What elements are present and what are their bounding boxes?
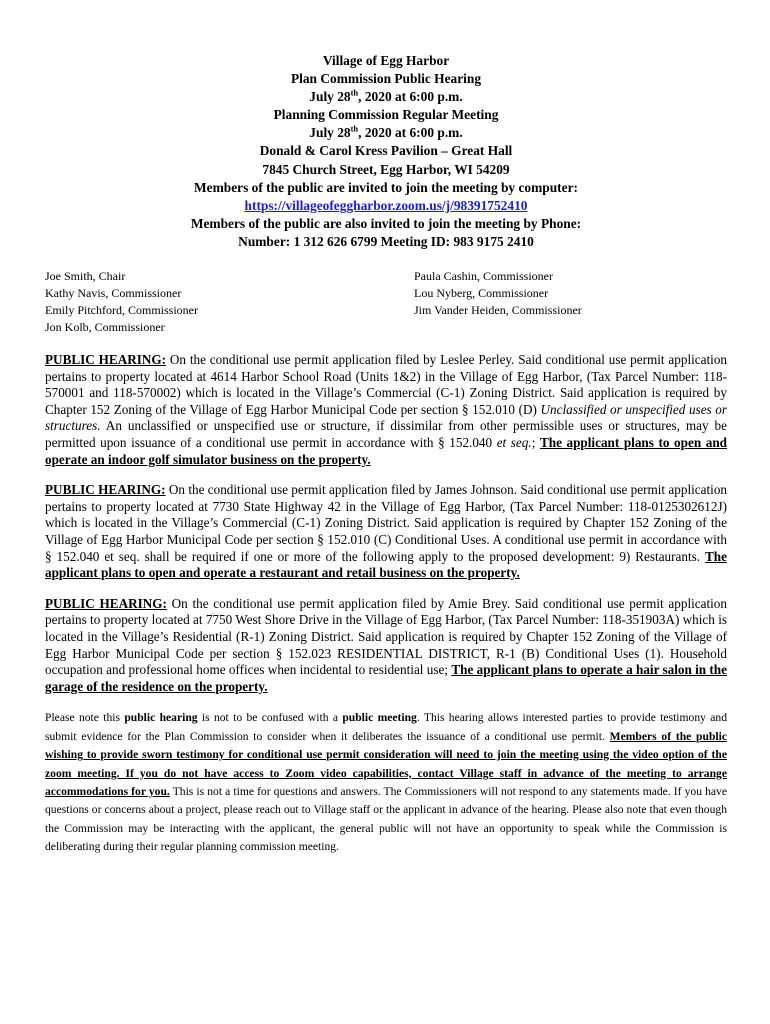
member-name: Jon Kolb, Commissioner <box>45 320 165 335</box>
hearing-text: On the conditional use permit application filed by Amie Brey. Said conditional use permit application pertains to property located at 7750 West Shore Drive in the Village of Egg Harbor, (Tax Parcel Number: 118-351903A) which is located in the Village’s Residential (R-1) Zoning District. Said application is required by Chapter 152 Zoning of the Village of Egg Harbor Municipal Code per section § 152.023 RESIDENTIAL DISTRICT, R-1 (B) Conditional Uses (1). Household occupation and professional home offices when incidental to residential use; <box>45 595 727 678</box>
hearing-date-day: July 28 <box>309 89 351 105</box>
member-name: Lou Nyberg, Commissioner <box>414 286 549 301</box>
phone-invite: Members of the public are also invited to join the meeting by Phone: <box>190 215 582 231</box>
hearing-date-time: , 2020 at 6:00 p.m. <box>358 89 463 105</box>
member-name: Jim Vander Heiden, Commissioner <box>414 303 582 318</box>
public-hearing-johnson <box>45 482 727 582</box>
zoom-link[interactable]: https://villageofeggharbor.zoom.us/j/98391752410 <box>244 197 528 213</box>
notice-bold-term: public hearing <box>124 711 198 725</box>
document-page <box>45 52 727 857</box>
notice-text: . This hearing allows interested parties to provide testimony and submit evidence for the Plan Commission to consider when it deliberates the issuance of a conditional use permit. <box>45 711 728 743</box>
notice-text: is not to be confused with a <box>197 711 343 725</box>
testimony-instruction: Members of the public wishing to provide sworn testimony for conditional use permit consideration will need to join the meeting using the video option of the zoom meeting. If you do not have access to Zoom video capabilities, contact Village staff in advance of the meeting to arrange accommodations for you. <box>45 729 727 798</box>
address: 7845 Church Street, Egg Harbor, WI 54209 <box>262 161 510 177</box>
applicant-statement: The applicant plans to operate a hair salon in the garage of the residence on the property. <box>45 662 727 694</box>
meeting-title: Planning Commission Regular Meeting <box>273 107 499 123</box>
commission-members <box>45 268 727 335</box>
members-right-column <box>414 268 582 319</box>
notice-text: This is not a time for questions and answers. The Commissioners will not respond to any statements made. If you have questions or concerns about a project, please reach out to Village staff or the applicant in advance of the hearing. Please also note that even though the Commission may be interacting with the applicant, the general public will not have an opportunity to speak while the Commission is deliberating during their regular planning commission meeting. <box>45 784 727 854</box>
members-left-column <box>45 268 198 336</box>
hearing-label: PUBLIC HEARING: <box>45 352 167 368</box>
hearing-text: An unclassified or unspecified use or structure, if dissimilar from other permissible uses or structures, may be permitted upon issuance of a conditional use permit in accordance with § 152.040 <box>45 418 727 450</box>
hearing-date-suffix: th <box>350 87 359 98</box>
meeting-header <box>45 52 727 251</box>
meeting-date-suffix: th <box>350 123 359 134</box>
public-hearing-perley <box>45 352 727 468</box>
applicant-statement: The applicant plans to open and operate a restaurant and retail business on the property. <box>45 548 727 581</box>
hearing-text: ; <box>531 435 540 450</box>
village-name: Village of Egg Harbor <box>322 53 450 68</box>
public-hearing-brey <box>45 596 727 696</box>
member-name: Joe Smith, Chair <box>45 269 126 284</box>
meeting-date-day: July 28 <box>309 125 351 141</box>
applicant-statement: The applicant plans to open and operate an indoor golf simulator business on the property. <box>45 435 727 467</box>
member-name: Paula Cashin, Commissioner <box>414 269 553 284</box>
notice-text: Please note this <box>45 711 125 725</box>
hearing-italic-text: Unclassified or unspecified uses or structures. <box>45 401 727 434</box>
notice-bold-term: public meeting <box>342 711 417 725</box>
hearing-title: Plan Commission Public Hearing <box>290 71 482 87</box>
hearing-text: On the conditional use permit application filed by Leslee Perley. Said conditional use permit application pertains to property located at 4614 Harbor School Road (Units 1&2) in the Village of Egg Harbor, (Tax Parcel Number: 118-570001 and 118-570002) which is located in the Village’s Commercial (C-1) Zoning District. Said application is required by Chapter 152 Zoning of the Village of Egg Harbor Municipal Code per section § 152.010 (D) <box>45 352 728 417</box>
hearing-date <box>45 88 727 106</box>
hearing-text: On the conditional use permit application filed by James Johnson. Said conditional use permit application pertains to property located at 7730 State Highway 42 in the Village of Egg Harbor, (Tax Parcel Number: 118-0125302612J) which is located in the Village’s Commercial (C-1) Zoning District. Said application is required by Chapter 152 Zoning of the Village of Egg Harbor Municipal Code per section § 152.010 (C) Conditional Uses. A conditional use permit in accordance with § 152.040 et seq. shall be required if one or more of the following apply to the proposed development: 9) Restaurants. <box>45 482 728 564</box>
member-name: Kathy Navis, Commissioner <box>45 286 182 301</box>
meeting-date <box>45 124 727 142</box>
phone-details: Number: 1 312 626 6799 Meeting ID: 983 9175 2410 <box>238 233 534 249</box>
hearing-notice <box>45 709 727 856</box>
meeting-date-time: , 2020 at 6:00 p.m. <box>358 125 463 141</box>
hearing-label: PUBLIC HEARING: <box>45 482 166 498</box>
hearing-label: PUBLIC HEARING: <box>45 595 167 611</box>
venue: Donald & Carol Kress Pavilion – Great Hall <box>259 143 513 159</box>
computer-invite: Members of the public are invited to join the meeting by computer: <box>194 179 578 195</box>
member-name: Emily Pitchford, Commissioner <box>45 303 198 318</box>
hearing-italic-text: et seq. <box>496 435 532 450</box>
